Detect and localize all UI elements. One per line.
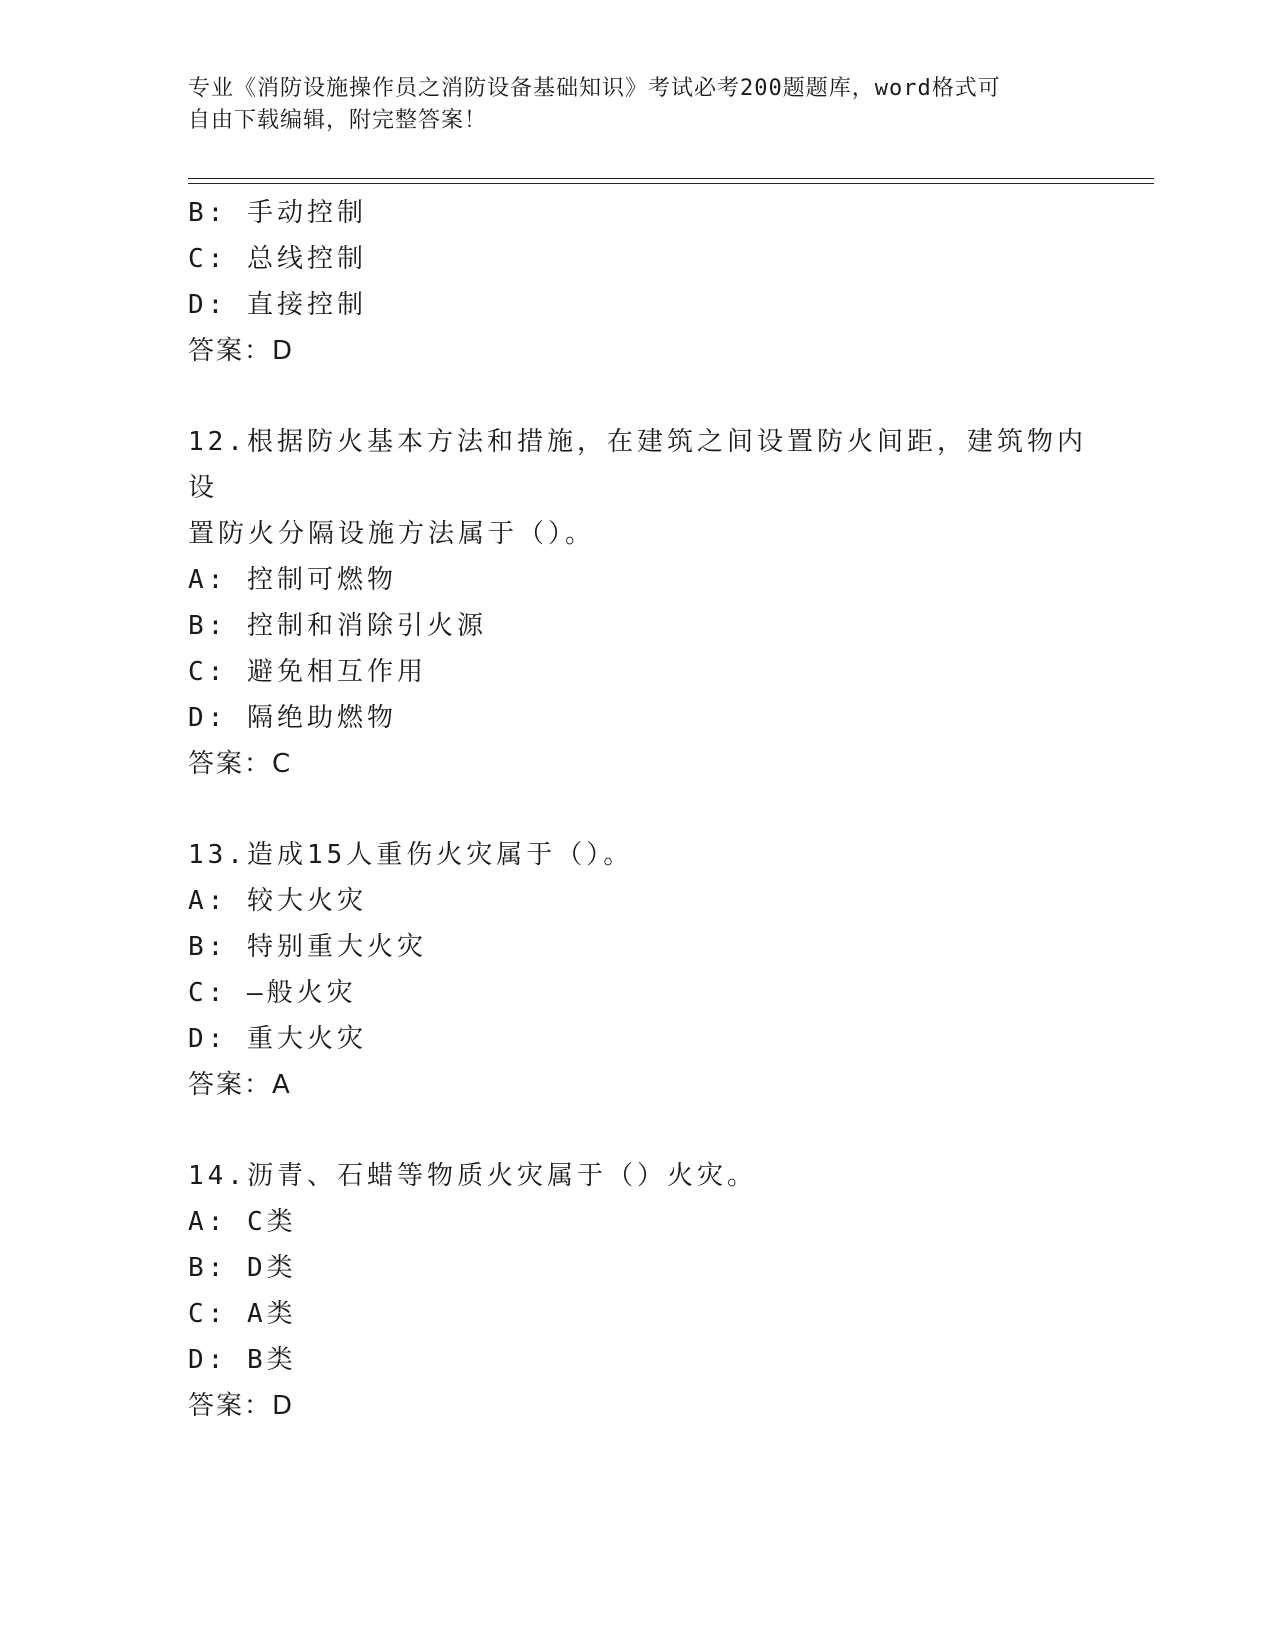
answer: 答案：C	[188, 749, 293, 779]
question-stem-line-1: 12.根据防火基本方法和措施，在建筑之间设置防火间距，建筑物内设	[188, 427, 1087, 503]
answer: 答案：A	[188, 1070, 292, 1100]
question-list	[188, 190, 1088, 1429]
question-stem: 14.沥青、石蜡等物质火灾属于（）火灾。	[188, 1161, 757, 1191]
option-b: B: 特别重大火灾	[188, 932, 427, 962]
option-c: C: A类	[188, 1299, 297, 1329]
question-12	[188, 419, 1088, 787]
option-a: A: 控制可燃物	[188, 565, 397, 595]
option-d: D: 重大火灾	[188, 1024, 367, 1054]
header-line-2: 自由下载编辑，附完整答案！	[188, 108, 488, 133]
option-a: A: 较大火灾	[188, 886, 367, 916]
answer: 答案：D	[188, 1391, 295, 1421]
header-divider-top	[188, 178, 1154, 179]
answer: 答案：D	[188, 336, 295, 366]
question-11	[188, 190, 1088, 374]
option-c: C: —般火灾	[188, 978, 357, 1008]
option-d: D: 直接控制	[188, 290, 367, 320]
question-stem: 13.造成15人重伤火灾属于（）。	[188, 840, 634, 870]
option-b: B: 控制和消除引火源	[188, 611, 487, 641]
header-divider-bottom	[188, 183, 1154, 184]
option-a: A: C类	[188, 1207, 297, 1237]
option-c: C: 总线控制	[188, 244, 367, 274]
question-14	[188, 1153, 1088, 1429]
question-13	[188, 832, 1088, 1108]
document-header	[188, 73, 1068, 137]
option-b: B: D类	[188, 1253, 297, 1283]
option-c: C: 避免相互作用	[188, 657, 427, 687]
header-line-1: 专业《消防设施操作员之消防设备基础知识》考试必考200题题库，word格式可	[188, 76, 1001, 101]
question-stem-line-2: 置防火分隔设施方法属于（）。	[188, 519, 596, 549]
option-b: B: 手动控制	[188, 198, 367, 228]
option-d: D: B类	[188, 1345, 297, 1375]
option-d: D: 隔绝助燃物	[188, 703, 397, 733]
